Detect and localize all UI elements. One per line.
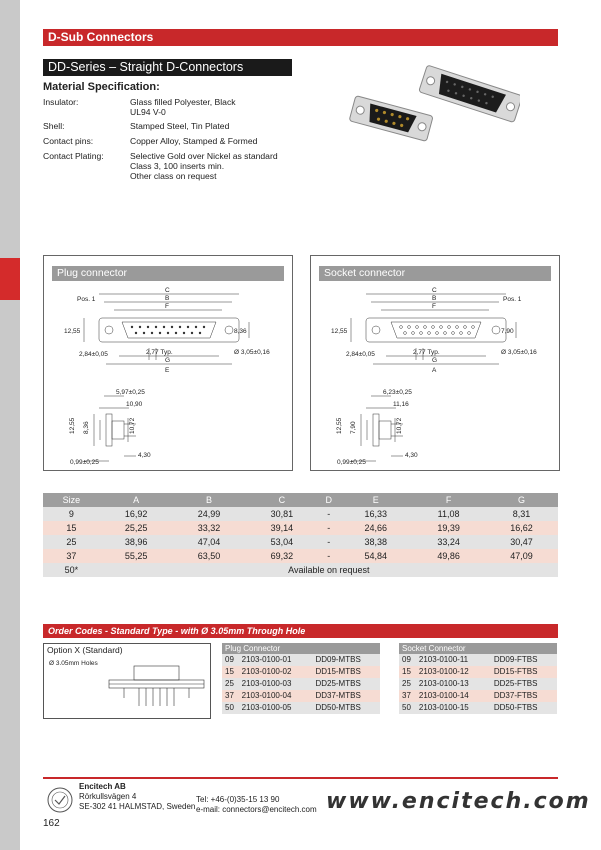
- table-row: 09 2103-0100-11 DD09-FTBS: [399, 654, 557, 666]
- option-title: Option X (Standard): [47, 645, 123, 655]
- dim-s5: 0,99±0,25: [70, 459, 99, 466]
- spec-value: [130, 97, 330, 117]
- plug-drawing-box: [43, 255, 293, 471]
- table-row: 50 2103-0100-05 DD50-MTBS: [222, 702, 380, 714]
- option-connector-drawing: [104, 658, 209, 718]
- dim-height: 12,55: [64, 328, 81, 335]
- dim-c: C: [165, 287, 170, 294]
- table-row: 15 2103-0100-12 DD15-FTBS: [399, 666, 557, 678]
- col-header: F: [412, 493, 485, 507]
- table-row: 25 2103-0100-13 DD25-FTBS: [399, 678, 557, 690]
- spec-value-line: Other class on request: [130, 171, 217, 181]
- dim-e: E: [165, 367, 170, 374]
- spec-value: Copper Alloy, Stamped & Formed: [130, 136, 258, 146]
- series-title: DD-Series – Straight D-Connectors: [43, 59, 292, 76]
- size-table-header: [43, 493, 558, 507]
- dim-c: C: [432, 287, 437, 294]
- socket-order-table: [399, 643, 557, 714]
- plug-order-header: Plug Connector: [222, 643, 380, 654]
- pos-1-label: Pos. 1: [503, 296, 522, 303]
- col-header: D: [318, 493, 339, 507]
- table-row: 25 2103-0100-03 DD25-MTBS: [222, 678, 380, 690]
- spec-value: Stamped Steel, Tin Plated: [130, 121, 230, 131]
- dim-f: F: [432, 303, 436, 310]
- dim-s4: 4,30: [405, 452, 418, 459]
- footer-divider: [43, 777, 558, 779]
- socket-drawing-box: [310, 255, 560, 471]
- spec-label: Contact pins:: [43, 136, 94, 146]
- dim-s1: 12,55: [336, 417, 343, 434]
- website-link[interactable]: www.encitech.com: [326, 789, 591, 814]
- table-row: 15 2103-0100-02 DD15-MTBS: [222, 666, 380, 678]
- spec-value-line: Class 3, 100 inserts min.: [130, 161, 225, 171]
- table-row: 25 38,96 47,04 53,04 - 38,38 33,24 30,47: [43, 535, 558, 549]
- spec-value-line: Selective Gold over Nickel as standard: [130, 151, 278, 161]
- dim-d1: 6,23±0,25: [383, 389, 412, 396]
- dim-d1: 5,97±0,25: [116, 389, 145, 396]
- table-row: 37 55,25 63,50 69,32 - 54,84 49,86 47,09: [43, 549, 558, 563]
- dim-b: B: [432, 295, 437, 302]
- dim-pitch: 2,84±0,05: [79, 351, 108, 358]
- dim-typ: 2,77 Typ.: [146, 349, 173, 356]
- contact-info: [196, 795, 317, 815]
- col-header: Size: [43, 493, 100, 507]
- table-row-note: 50* Available on request: [43, 563, 558, 577]
- col-header: G: [485, 493, 558, 507]
- company-city: SE-302 41 HALMSTAD, Sweden: [79, 802, 196, 811]
- side-strip: [0, 0, 20, 850]
- plug-order-table: [222, 643, 380, 714]
- col-header: B: [173, 493, 246, 507]
- dim-f: F: [165, 303, 169, 310]
- size-table: [43, 493, 558, 577]
- spec-value-line: UL94 V-0: [130, 107, 166, 117]
- spec-value-line: Glass filled Polyester, Black: [130, 97, 236, 107]
- spec-label: Shell:: [43, 121, 65, 131]
- table-row: 37 2103-0100-04 DD37-MTBS: [222, 690, 380, 702]
- table-row: 50 2103-0100-15 DD50-FTBS: [399, 702, 557, 714]
- certification-seal-icon: [47, 787, 73, 813]
- socket-drawing: [311, 256, 561, 472]
- socket-drawing-header: Socket connector: [319, 266, 551, 281]
- table-row: 15 25,25 33,32 39,14 - 24,66 19,39 16,62: [43, 521, 558, 535]
- col-header: E: [339, 493, 412, 507]
- dim-width: 7,90: [501, 328, 514, 335]
- table-row: 9 16,92 24,99 30,81 - 16,33 11,08 8,31: [43, 507, 558, 521]
- option-holes-label: Ø 3.05mm Holes: [49, 660, 98, 667]
- contact-email: e-mail: connectors@encitech.com: [196, 805, 317, 814]
- connector-photo: [340, 62, 520, 152]
- company-street: Rörkullsvägen 4: [79, 792, 137, 801]
- dim-pitch: 2,84±0,05: [346, 351, 375, 358]
- dim-s4: 4,30: [138, 452, 151, 459]
- dim-d2: 10,90: [126, 401, 143, 408]
- dim-s3: 10,72: [129, 417, 136, 434]
- dim-width: 8,36: [234, 328, 247, 335]
- company-name: Encitech AB: [79, 782, 126, 791]
- spec-value: [130, 151, 330, 181]
- spec-label: Insulator:: [43, 97, 79, 107]
- table-row: 37 2103-0100-14 DD37-FTBS: [399, 690, 557, 702]
- contact-tel: Tel: +46-(0)35-15 13 90: [196, 795, 280, 804]
- material-title: Material Specification:: [43, 81, 160, 93]
- dim-s5: 0,99±0,25: [337, 459, 366, 466]
- col-header: C: [245, 493, 318, 507]
- table-row: 09 2103-0100-01 DD09-MTBS: [222, 654, 380, 666]
- plug-drawing: [44, 256, 294, 472]
- socket-order-header: Socket Connector: [399, 643, 557, 654]
- option-box: [43, 643, 211, 719]
- dim-hole: Ø 3,05±0,16: [234, 349, 270, 356]
- col-header: A: [100, 493, 173, 507]
- dim-typ: 2,77 Typ.: [413, 349, 440, 356]
- dim-s3: 10,72: [396, 417, 403, 434]
- dim-d2: 11,16: [393, 401, 409, 408]
- plug-drawing-header: Plug connector: [52, 266, 284, 281]
- dim-s2: 7,90: [350, 421, 357, 434]
- pos-1-label: Pos. 1: [77, 296, 96, 303]
- dim-b: B: [165, 295, 170, 302]
- dim-g: G: [165, 357, 171, 364]
- order-codes-title: Order Codes - Standard Type - with Ø 3.05mm Through Hole: [43, 624, 558, 638]
- dim-s2: 8,36: [83, 421, 90, 434]
- side-tab-marker: [0, 258, 20, 300]
- dim-hole: Ø 3,05±0,16: [501, 349, 537, 356]
- page-number: 162: [43, 818, 60, 829]
- dim-height: 12,55: [331, 328, 348, 335]
- company-address: [79, 782, 195, 812]
- dim-a: A: [432, 367, 437, 374]
- dim-s1: 12,55: [69, 417, 76, 434]
- dim-g: G: [432, 357, 438, 364]
- page-title: D-Sub Connectors: [43, 29, 558, 46]
- spec-label: Contact Plating:: [43, 151, 104, 161]
